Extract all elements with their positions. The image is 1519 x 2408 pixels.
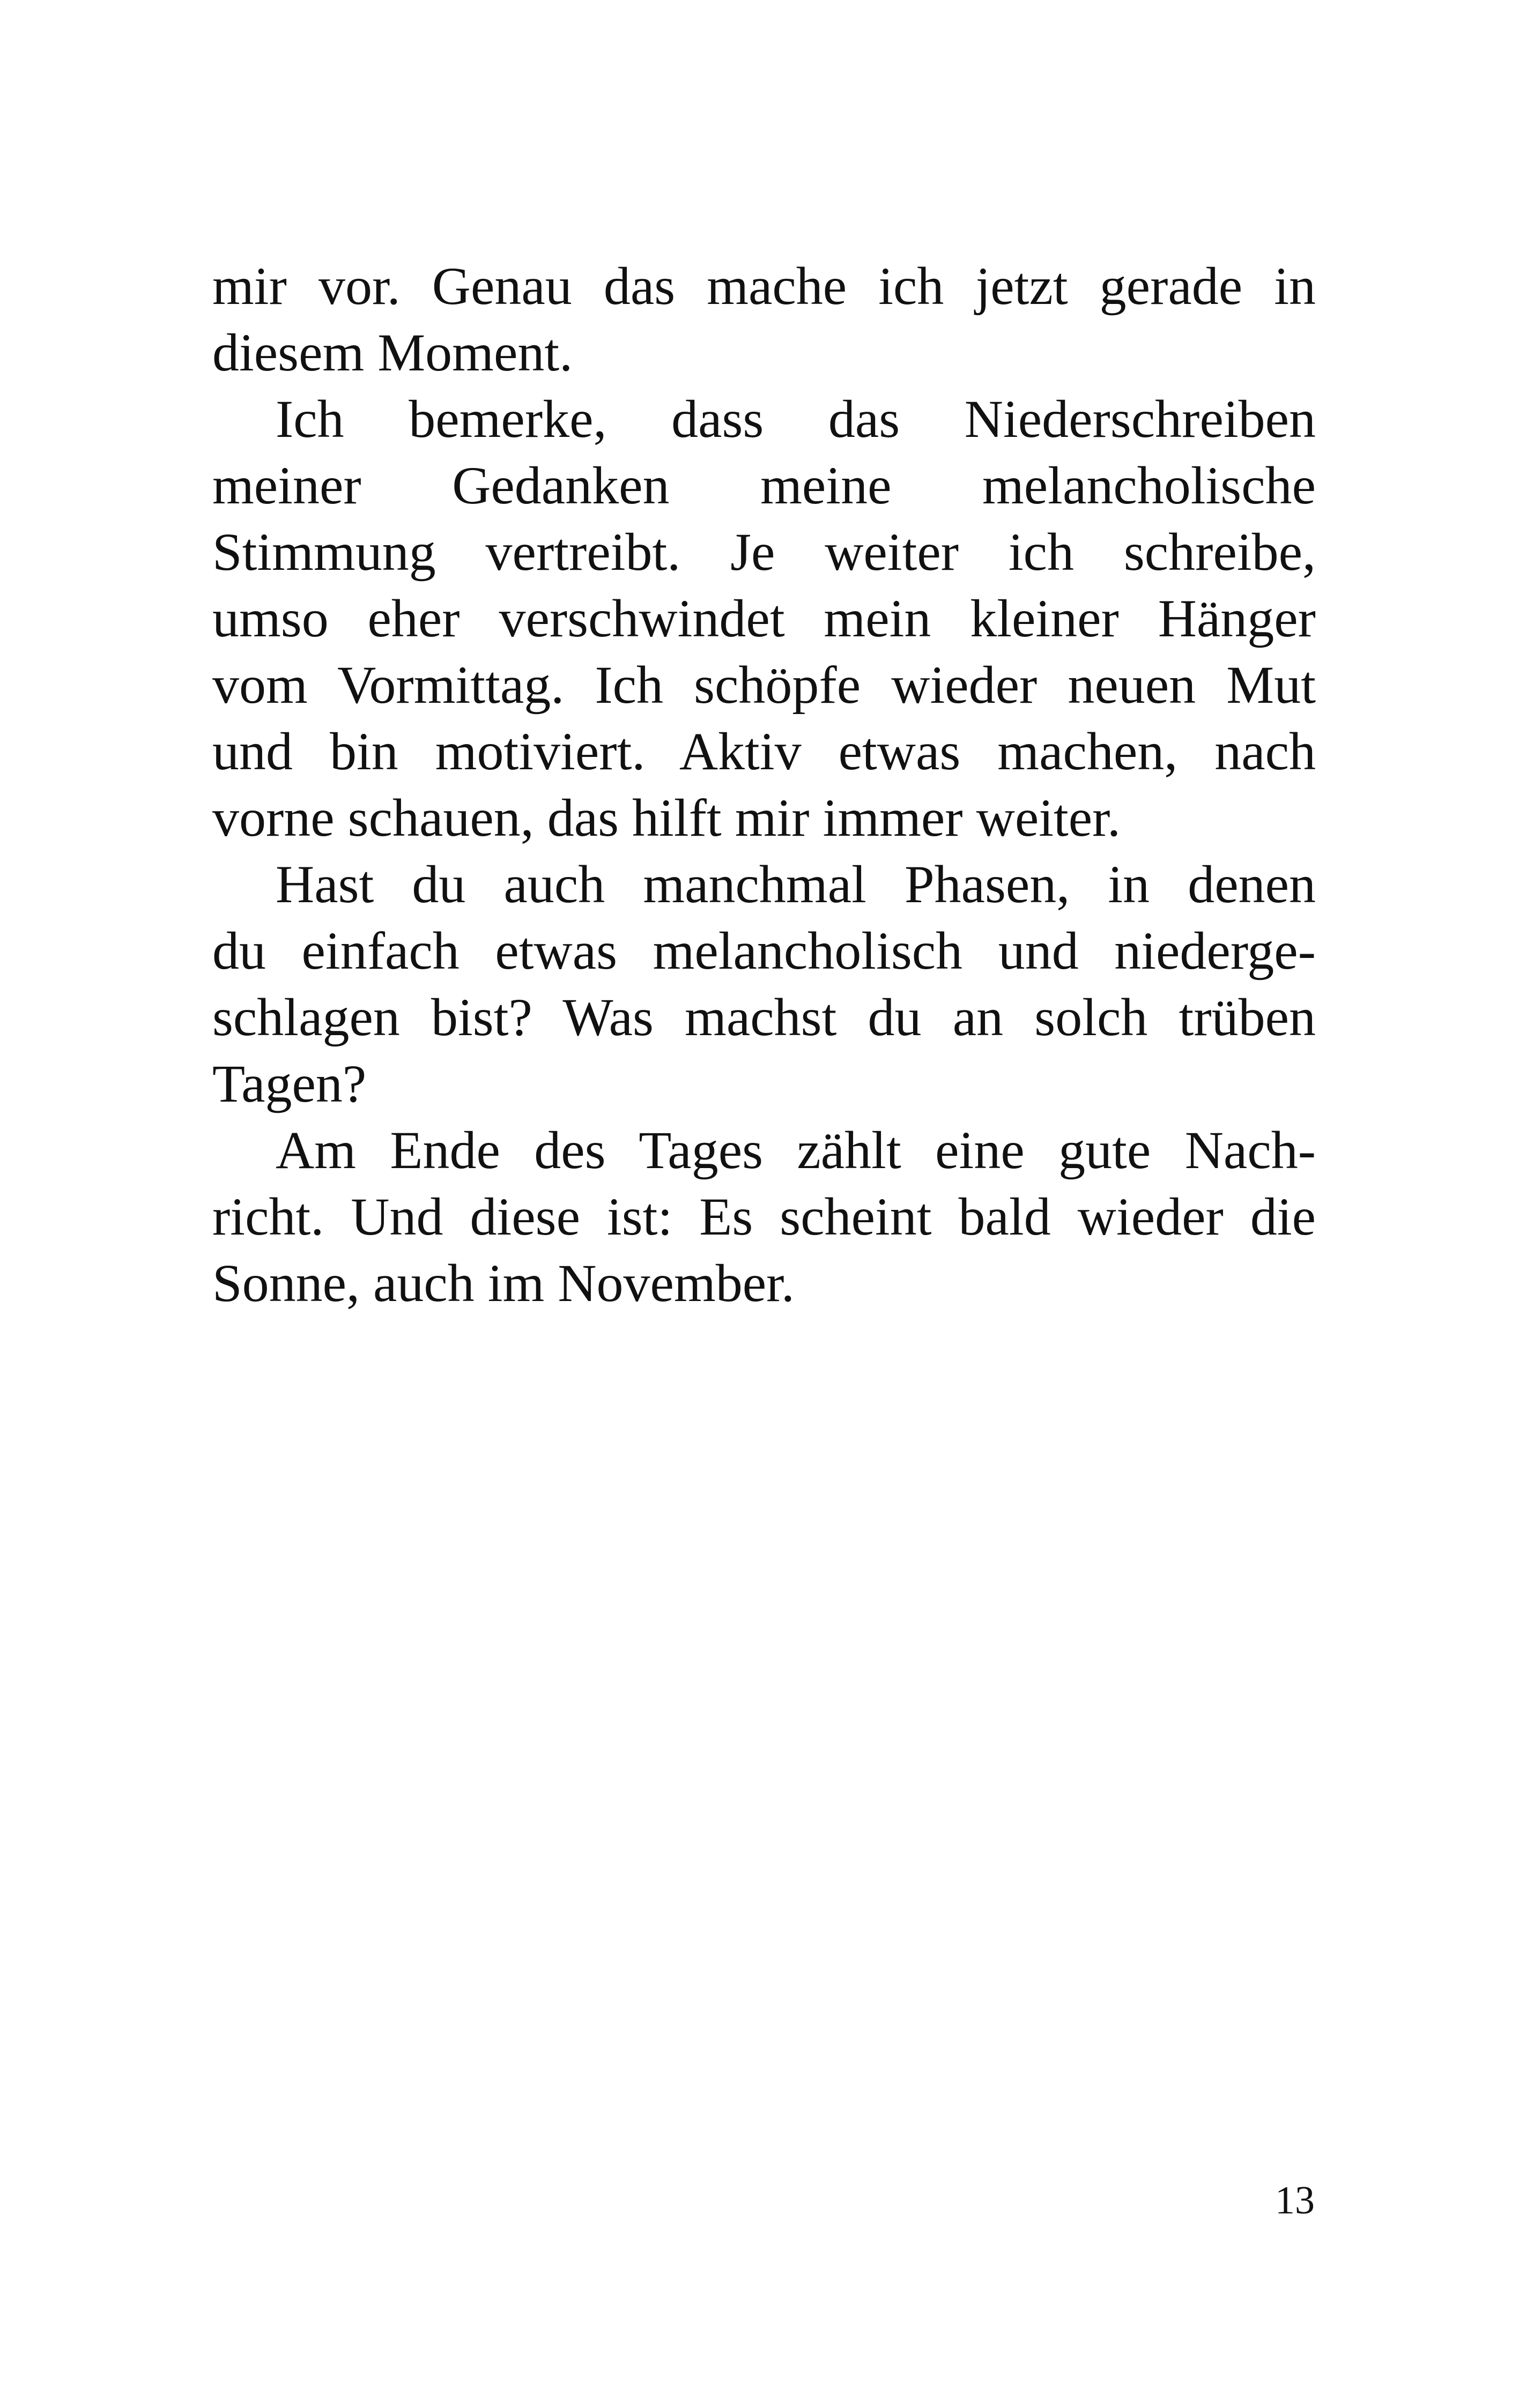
page-number: 13 (1275, 2179, 1315, 2223)
text-line: und bin motiviert. Aktiv etwas machen, nach (212, 722, 1316, 781)
text-line: Sonne, auch im November. (212, 1253, 795, 1313)
body-text (212, 253, 1316, 1317)
text-line: Hast du auch manchmal Phasen, in denen (276, 854, 1316, 914)
text-line: Tagen? (212, 1054, 367, 1113)
text-line: mir vor. Genau das mache ich jetzt gerade in (212, 256, 1316, 316)
text-line: Am Ende des Tages zählt eine gute Nach- (276, 1120, 1316, 1180)
text-line: richt. Und diese ist: Es scheint bald wieder die (212, 1187, 1316, 1246)
text-line: Stimmung vertreibt. Je weiter ich schreibe, (212, 522, 1316, 582)
text-line: diesem Moment. (212, 323, 573, 382)
text-line: vorne schauen, das hilft mir immer weiter. (212, 788, 1121, 848)
text-line: du einfach etwas melancholisch und niederge- (212, 921, 1316, 980)
text-line: meiner Gedanken meine melancholische (212, 456, 1316, 515)
text-line: schlagen bist? Was machst du an solch trüben (212, 987, 1316, 1047)
text-line: vom Vormittag. Ich schöpfe wieder neuen Mut (212, 655, 1316, 715)
text-line: umso eher verschwindet mein kleiner Hänger (212, 589, 1316, 648)
text-line: Ich bemerke, dass das Niederschreiben (276, 389, 1316, 449)
